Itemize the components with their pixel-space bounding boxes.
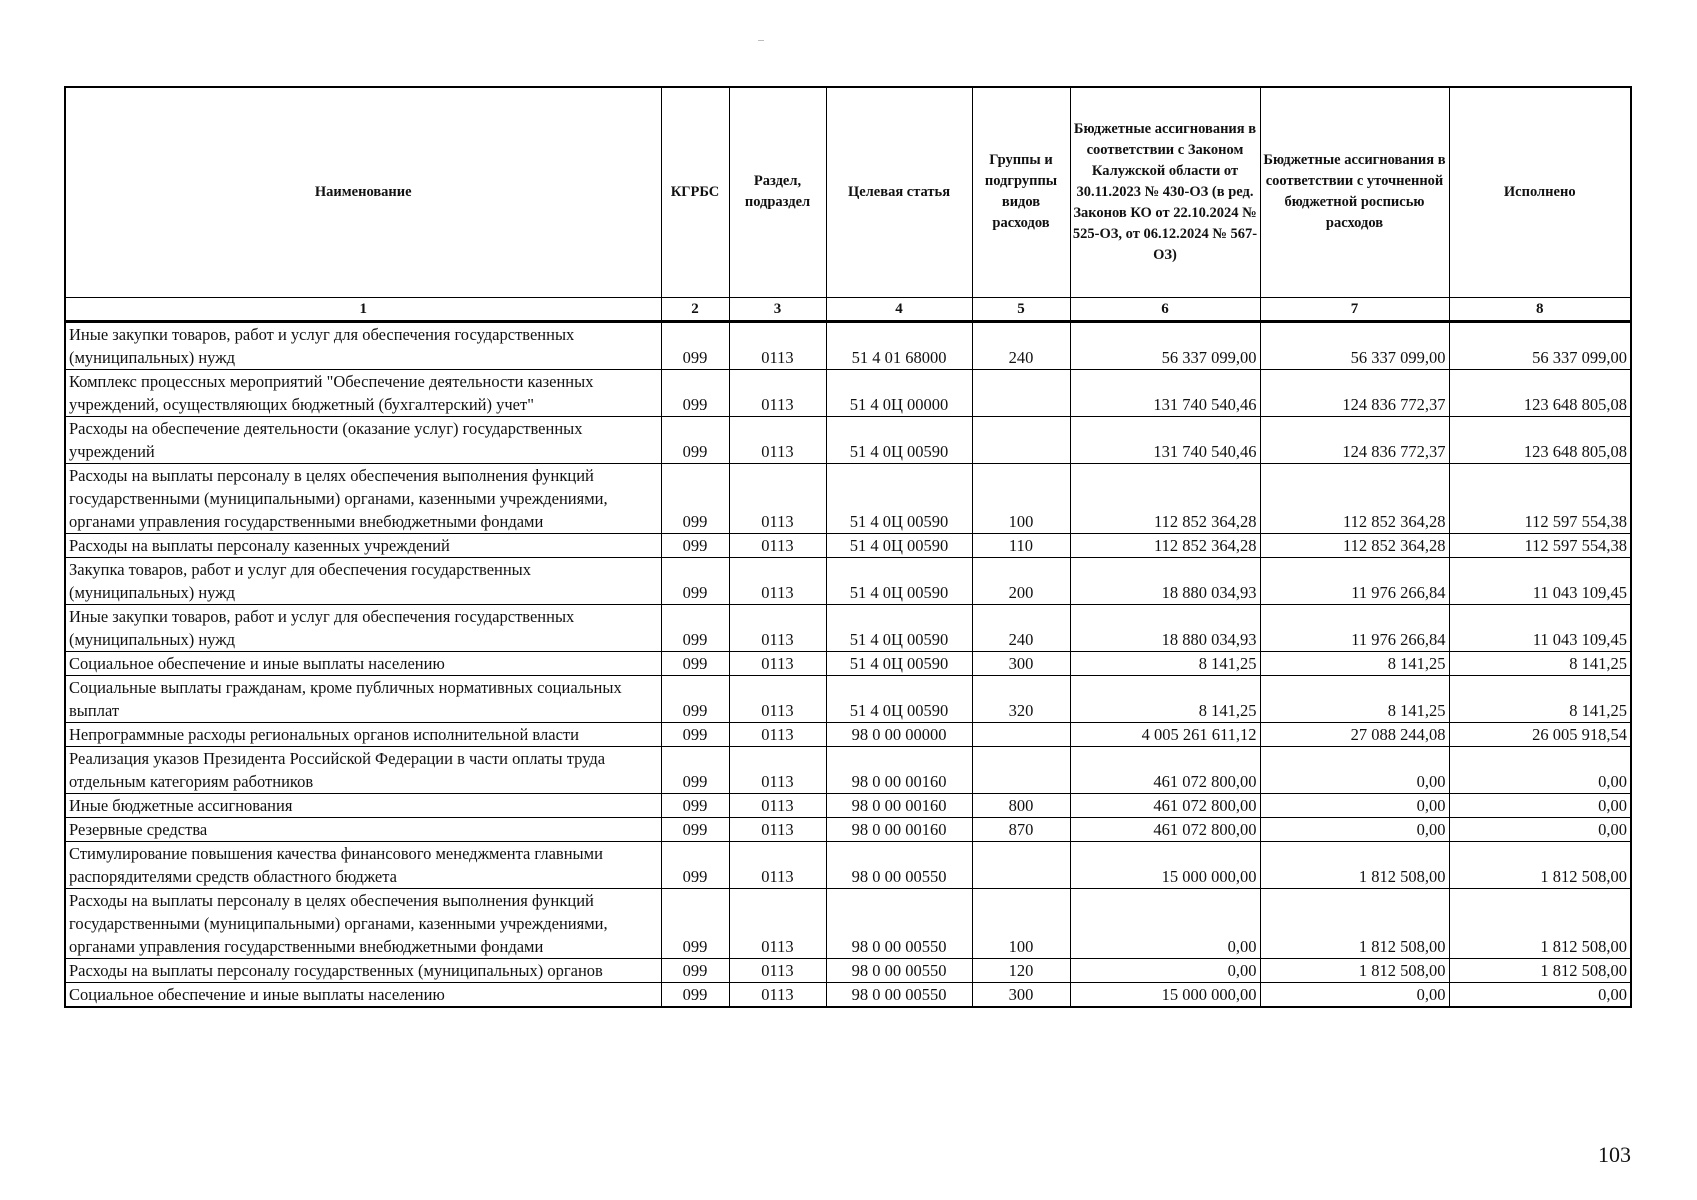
row-law-allocation: 8 141,25 (1070, 675, 1260, 722)
row-refined-allocation: 0,00 (1260, 982, 1449, 1007)
row-name: Непрограммные расходы региональных органов исполнительной власти (65, 722, 661, 746)
row-section: 0113 (729, 416, 826, 463)
row-executed: 0,00 (1449, 817, 1631, 841)
row-kgrbs: 099 (661, 722, 729, 746)
row-executed: 8 141,25 (1449, 675, 1631, 722)
row-law-allocation: 461 072 800,00 (1070, 817, 1260, 841)
row-kgrbs: 099 (661, 604, 729, 651)
row-law-allocation: 112 852 364,28 (1070, 463, 1260, 533)
row-law-allocation: 4 005 261 611,12 (1070, 722, 1260, 746)
budget-table (64, 86, 1632, 1008)
row-refined-allocation: 11 976 266,84 (1260, 604, 1449, 651)
row-executed: 0,00 (1449, 746, 1631, 793)
row-law-allocation: 18 880 034,93 (1070, 557, 1260, 604)
row-name: Иные бюджетные ассигнования (65, 793, 661, 817)
header-section: Раздел, подраздел (729, 87, 826, 297)
row-name: Расходы на выплаты персоналу казенных учреждений (65, 533, 661, 557)
row-law-allocation: 0,00 (1070, 888, 1260, 958)
row-law-allocation: 131 740 540,46 (1070, 369, 1260, 416)
row-executed: 1 812 508,00 (1449, 958, 1631, 982)
row-target-article: 98 0 00 00160 (826, 793, 972, 817)
row-executed: 1 812 508,00 (1449, 888, 1631, 958)
row-section: 0113 (729, 463, 826, 533)
row-section: 0113 (729, 793, 826, 817)
header-name: Наименование (65, 87, 661, 297)
table-row (65, 416, 1631, 463)
row-kgrbs: 099 (661, 463, 729, 533)
row-expense-group: 300 (972, 651, 1070, 675)
row-executed: 56 337 099,00 (1449, 321, 1631, 369)
row-name: Реализация указов Президента Российской Федерации в части оплаты труда отдельным категориям работников (65, 746, 661, 793)
row-law-allocation: 56 337 099,00 (1070, 321, 1260, 369)
row-kgrbs: 099 (661, 369, 729, 416)
header-target-article: Целевая статья (826, 87, 972, 297)
row-name: Иные закупки товаров, работ и услуг для обеспечения государственных (муниципальных) нужд (65, 321, 661, 369)
row-kgrbs: 099 (661, 651, 729, 675)
row-kgrbs: 099 (661, 817, 729, 841)
row-kgrbs: 099 (661, 958, 729, 982)
row-expense-group: 100 (972, 463, 1070, 533)
row-name: Расходы на выплаты персоналу в целях обеспечения выполнения функций государственными (муниципальными) органами, казенными учреждениями, органами управления государственными внебюджетными фондами (65, 888, 661, 958)
row-refined-allocation: 0,00 (1260, 817, 1449, 841)
row-expense-group (972, 722, 1070, 746)
row-name: Социальное обеспечение и иные выплаты населению (65, 982, 661, 1007)
row-name: Социальные выплаты гражданам, кроме публичных нормативных социальных выплат (65, 675, 661, 722)
table-row (65, 675, 1631, 722)
row-target-article: 51 4 0Ц 00590 (826, 533, 972, 557)
row-law-allocation: 0,00 (1070, 958, 1260, 982)
row-kgrbs: 099 (661, 746, 729, 793)
row-section: 0113 (729, 746, 826, 793)
row-section: 0113 (729, 651, 826, 675)
row-section: 0113 (729, 533, 826, 557)
page-number: 103 (1598, 1142, 1631, 1167)
row-target-article: 51 4 0Ц 00000 (826, 369, 972, 416)
row-name: Иные закупки товаров, работ и услуг для обеспечения государственных (муниципальных) нужд (65, 604, 661, 651)
row-law-allocation: 461 072 800,00 (1070, 746, 1260, 793)
table-row (65, 888, 1631, 958)
row-executed: 11 043 109,45 (1449, 604, 1631, 651)
table-row (65, 841, 1631, 888)
row-refined-allocation: 11 976 266,84 (1260, 557, 1449, 604)
row-name: Закупка товаров, работ и услуг для обеспечения государственных (муниципальных) нужд (65, 557, 661, 604)
row-expense-group (972, 416, 1070, 463)
row-refined-allocation: 0,00 (1260, 746, 1449, 793)
row-section: 0113 (729, 982, 826, 1007)
row-expense-group: 240 (972, 604, 1070, 651)
row-refined-allocation: 1 812 508,00 (1260, 841, 1449, 888)
table-row (65, 557, 1631, 604)
header-expense-groups: Группы и подгруппы видов расходов (972, 87, 1070, 297)
row-refined-allocation: 124 836 772,37 (1260, 416, 1449, 463)
row-refined-allocation: 8 141,25 (1260, 651, 1449, 675)
table-row (65, 533, 1631, 557)
row-refined-allocation: 1 812 508,00 (1260, 888, 1449, 958)
row-kgrbs: 099 (661, 533, 729, 557)
row-expense-group: 320 (972, 675, 1070, 722)
row-expense-group: 200 (972, 557, 1070, 604)
row-law-allocation: 112 852 364,28 (1070, 533, 1260, 557)
table-row (65, 958, 1631, 982)
row-section: 0113 (729, 841, 826, 888)
row-section: 0113 (729, 722, 826, 746)
row-target-article: 51 4 0Ц 00590 (826, 604, 972, 651)
row-refined-allocation: 1 812 508,00 (1260, 958, 1449, 982)
table-row (65, 321, 1631, 369)
column-number: 1 (65, 297, 661, 321)
row-section: 0113 (729, 817, 826, 841)
header-law-allocations: Бюджетные ассигнования в соответствии с Законом Калужской области от 30.11.2023 № 430-ОЗ (в ред. Законов КО от 22.10.2024 № 525-ОЗ, от 06.12.2024 № 567-ОЗ) (1070, 87, 1260, 297)
row-name: Комплекс процессных мероприятий "Обеспечение деятельности казенных учреждений, осуществляющих бюджетный (бухгалтерский) учет" (65, 369, 661, 416)
row-kgrbs: 099 (661, 888, 729, 958)
row-target-article: 98 0 00 00550 (826, 888, 972, 958)
row-expense-group: 100 (972, 888, 1070, 958)
table-row (65, 463, 1631, 533)
row-kgrbs: 099 (661, 416, 729, 463)
row-section: 0113 (729, 321, 826, 369)
row-target-article: 51 4 0Ц 00590 (826, 416, 972, 463)
row-target-article: 98 0 00 00550 (826, 982, 972, 1007)
row-kgrbs: 099 (661, 982, 729, 1007)
row-name: Расходы на выплаты персоналу государственных (муниципальных) органов (65, 958, 661, 982)
column-number: 3 (729, 297, 826, 321)
row-executed: 26 005 918,54 (1449, 722, 1631, 746)
column-number: 5 (972, 297, 1070, 321)
row-refined-allocation: 124 836 772,37 (1260, 369, 1449, 416)
row-refined-allocation: 0,00 (1260, 793, 1449, 817)
row-kgrbs: 099 (661, 321, 729, 369)
row-section: 0113 (729, 369, 826, 416)
row-executed: 11 043 109,45 (1449, 557, 1631, 604)
row-name: Резервные средства (65, 817, 661, 841)
table-row (65, 651, 1631, 675)
row-refined-allocation: 112 852 364,28 (1260, 533, 1449, 557)
row-kgrbs: 099 (661, 841, 729, 888)
table-row (65, 746, 1631, 793)
header-executed: Исполнено (1449, 87, 1631, 297)
row-section: 0113 (729, 958, 826, 982)
row-kgrbs: 099 (661, 557, 729, 604)
row-target-article: 98 0 00 00550 (826, 958, 972, 982)
row-refined-allocation: 27 088 244,08 (1260, 722, 1449, 746)
row-target-article: 51 4 0Ц 00590 (826, 463, 972, 533)
row-target-article: 98 0 00 00160 (826, 746, 972, 793)
column-number-row (65, 297, 1631, 321)
row-name: Стимулирование повышения качества финансового менеджмента главными распорядителями средств областного бюджета (65, 841, 661, 888)
row-target-article: 51 4 01 68000 (826, 321, 972, 369)
row-executed: 1 812 508,00 (1449, 841, 1631, 888)
table-row (65, 817, 1631, 841)
row-law-allocation: 131 740 540,46 (1070, 416, 1260, 463)
row-refined-allocation: 56 337 099,00 (1260, 321, 1449, 369)
column-number: 6 (1070, 297, 1260, 321)
row-expense-group: 240 (972, 321, 1070, 369)
table-row (65, 369, 1631, 416)
row-law-allocation: 15 000 000,00 (1070, 982, 1260, 1007)
table-row (65, 604, 1631, 651)
table-row (65, 793, 1631, 817)
row-executed: 112 597 554,38 (1449, 463, 1631, 533)
row-executed: 123 648 805,08 (1449, 416, 1631, 463)
row-target-article: 51 4 0Ц 00590 (826, 651, 972, 675)
row-law-allocation: 15 000 000,00 (1070, 841, 1260, 888)
row-expense-group (972, 369, 1070, 416)
row-executed: 123 648 805,08 (1449, 369, 1631, 416)
row-target-article: 98 0 00 00550 (826, 841, 972, 888)
row-refined-allocation: 112 852 364,28 (1260, 463, 1449, 533)
row-executed: 0,00 (1449, 982, 1631, 1007)
header-kgrbs: КГРБС (661, 87, 729, 297)
row-executed: 0,00 (1449, 793, 1631, 817)
row-expense-group (972, 746, 1070, 793)
row-expense-group (972, 841, 1070, 888)
row-kgrbs: 099 (661, 793, 729, 817)
row-name: Расходы на выплаты персоналу в целях обеспечения выполнения функций государственными (муниципальными) органами, казенными учреждениями, органами управления государственными внебюджетными фондами (65, 463, 661, 533)
row-target-article: 51 4 0Ц 00590 (826, 557, 972, 604)
row-refined-allocation: 8 141,25 (1260, 675, 1449, 722)
row-law-allocation: 8 141,25 (1070, 651, 1260, 675)
row-target-article: 51 4 0Ц 00590 (826, 675, 972, 722)
row-target-article: 98 0 00 00160 (826, 817, 972, 841)
row-law-allocation: 461 072 800,00 (1070, 793, 1260, 817)
table-row (65, 982, 1631, 1007)
row-section: 0113 (729, 675, 826, 722)
column-number: 7 (1260, 297, 1449, 321)
row-expense-group: 800 (972, 793, 1070, 817)
column-number: 2 (661, 297, 729, 321)
row-name: Социальное обеспечение и иные выплаты населению (65, 651, 661, 675)
row-executed: 112 597 554,38 (1449, 533, 1631, 557)
row-expense-group: 120 (972, 958, 1070, 982)
row-target-article: 98 0 00 00000 (826, 722, 972, 746)
column-number: 8 (1449, 297, 1631, 321)
row-kgrbs: 099 (661, 675, 729, 722)
column-number: 4 (826, 297, 972, 321)
row-expense-group: 870 (972, 817, 1070, 841)
row-section: 0113 (729, 604, 826, 651)
row-expense-group: 300 (972, 982, 1070, 1007)
row-executed: 8 141,25 (1449, 651, 1631, 675)
header-row (65, 87, 1631, 297)
row-section: 0113 (729, 557, 826, 604)
row-law-allocation: 18 880 034,93 (1070, 604, 1260, 651)
scan-artifact (758, 40, 764, 41)
row-section: 0113 (729, 888, 826, 958)
header-refined-allocations: Бюджетные ассигнования в соответствии с уточненной бюджетной росписью расходов (1260, 87, 1449, 297)
row-name: Расходы на обеспечение деятельности (оказание услуг) государственных учреждений (65, 416, 661, 463)
row-expense-group: 110 (972, 533, 1070, 557)
table-row (65, 722, 1631, 746)
table-body (65, 321, 1631, 1007)
